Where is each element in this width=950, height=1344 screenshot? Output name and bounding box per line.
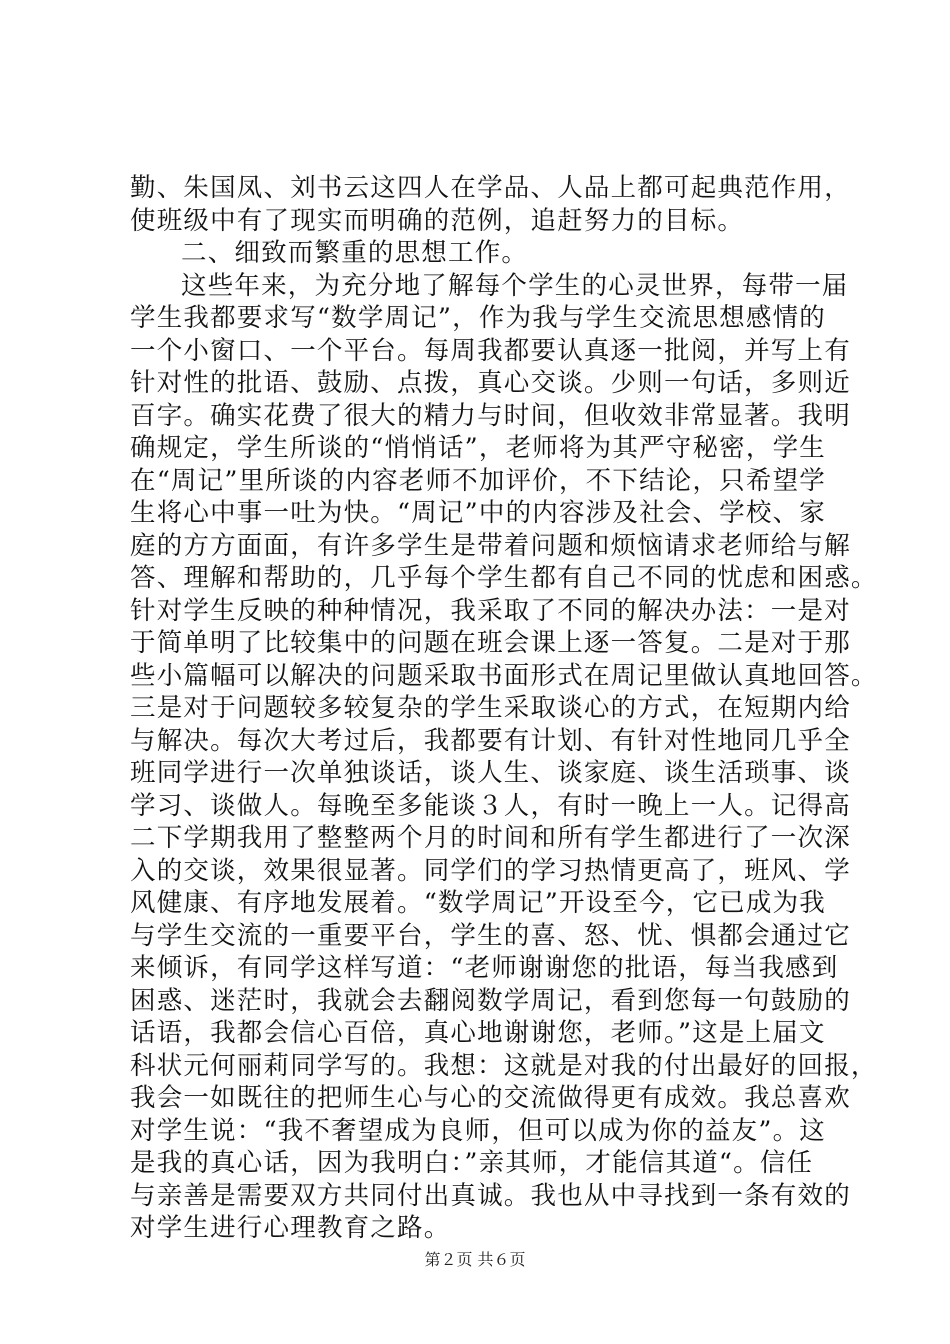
text-line: 三是对于问题较多较复杂的学生采取谈心的方式，在短期内给 xyxy=(130,693,851,723)
text-line: 班同学进行一次单独谈话，谈人生、谈家庭、谈生活琐事、谈 xyxy=(130,758,851,788)
text-line: 针对性的批语、鼓励、点拨，真心交谈。少则一句话，多则近 xyxy=(130,368,851,398)
text-line: 在“周记”里所谈的内容老师不加评价，不下结论，只希望学 xyxy=(130,465,826,496)
text-line: 是我的真心话，因为我明白：”亲其师，才能信其道“。信任 xyxy=(130,1148,814,1178)
text-line: 生将心中事一吐为快。“周记”中的内容涉及社会、学校、家 xyxy=(130,498,826,528)
text-line: 入的交谈，效果很显著。同学们的学习热情更高了，班风、学 xyxy=(130,855,851,886)
text-line: 二、细致而繁重的思想工作。 xyxy=(181,238,529,268)
text-line: 我会一如既往的把师生心与心的交流做得更有成效。我总喜欢 xyxy=(130,1083,851,1113)
text-line: 二下学期我用了整整两个月的时间和所有学生都进行了一次深 xyxy=(130,823,851,853)
text-line: 勤、朱国凤、刘书云这四人在学品、人品上都可起典范作用， xyxy=(130,173,851,203)
text-line: 学生我都要求写“数学周记”，作为我与学生交流思想感情的 xyxy=(130,303,826,333)
text-line: 于简单明了比较集中的问题在班会课上逐一答复。二是对于那 xyxy=(130,628,851,658)
text-line: 与亲善是需要双方共同付出真诚。我也从中寻找到一条有效的 xyxy=(130,1180,851,1211)
text-line: 些小篇幅可以解决的问题采取书面形式在周记里做认真地回答。 xyxy=(130,660,878,691)
text-line: 话语，我都会信心百倍，真心地谢谢您，老师。”这是上届文 xyxy=(130,1018,826,1048)
page-footer: 第２页 共６页 xyxy=(424,1250,526,1269)
text-line: 困惑、迷茫时，我就会去翻阅数学周记，看到您每一句鼓励的 xyxy=(130,985,851,1016)
text-line: 确规定，学生所谈的“悄悄话”，老师将为其严守秘密，学生 xyxy=(130,433,826,463)
text-line: 这些年来，为充分地了解每个学生的心灵世界，每带一届 xyxy=(181,270,849,301)
text-line: 与解决。每次大考过后，我都要有计划、有针对性地同几乎全 xyxy=(130,725,851,756)
text-line: 与学生交流的一重要平台，学生的喜、怒、忧、惧都会通过它 xyxy=(130,920,851,951)
text-line: 来倾诉，有同学这样写道：“老师谢谢您的批语，每当我感到 xyxy=(130,953,839,983)
text-line: 学习、谈做人。每晚至多能谈３人，有时一晚上一人。记得高 xyxy=(130,790,851,821)
body-text xyxy=(130,172,930,1245)
text-line: 对学生进行心理教育之路。 xyxy=(130,1213,451,1243)
text-line: 答、理解和帮助的，几乎每个学生都有自己不同的忧虑和困惑。 xyxy=(130,563,878,593)
text-line: 科状元何丽莉同学写的。我想：这就是对我的付出最好的回报， xyxy=(130,1050,878,1081)
text-line: 一个小窗口、一个平台。每周我都要认真逐一批阅，并写上有 xyxy=(130,335,851,366)
text-line: 对学生说：“我不奢望成为良师，但可以成为你的益友”。这 xyxy=(130,1115,826,1146)
text-line: 针对学生反映的种种情况，我采取了不同的解决办法：一是对 xyxy=(130,595,851,626)
text-line: 百字。确实花费了很大的精力与时间，但收效非常显著。我明 xyxy=(130,400,851,431)
text-line: 风健康、有序地发展着。“数学周记”开设至今，它已成为我 xyxy=(130,888,826,918)
text-line: 庭的方方面面，有许多学生是带着问题和烦恼请求老师给与解 xyxy=(130,530,851,561)
text-line: 使班级中有了现实而明确的范例，追赶努力的目标。 xyxy=(130,205,745,236)
